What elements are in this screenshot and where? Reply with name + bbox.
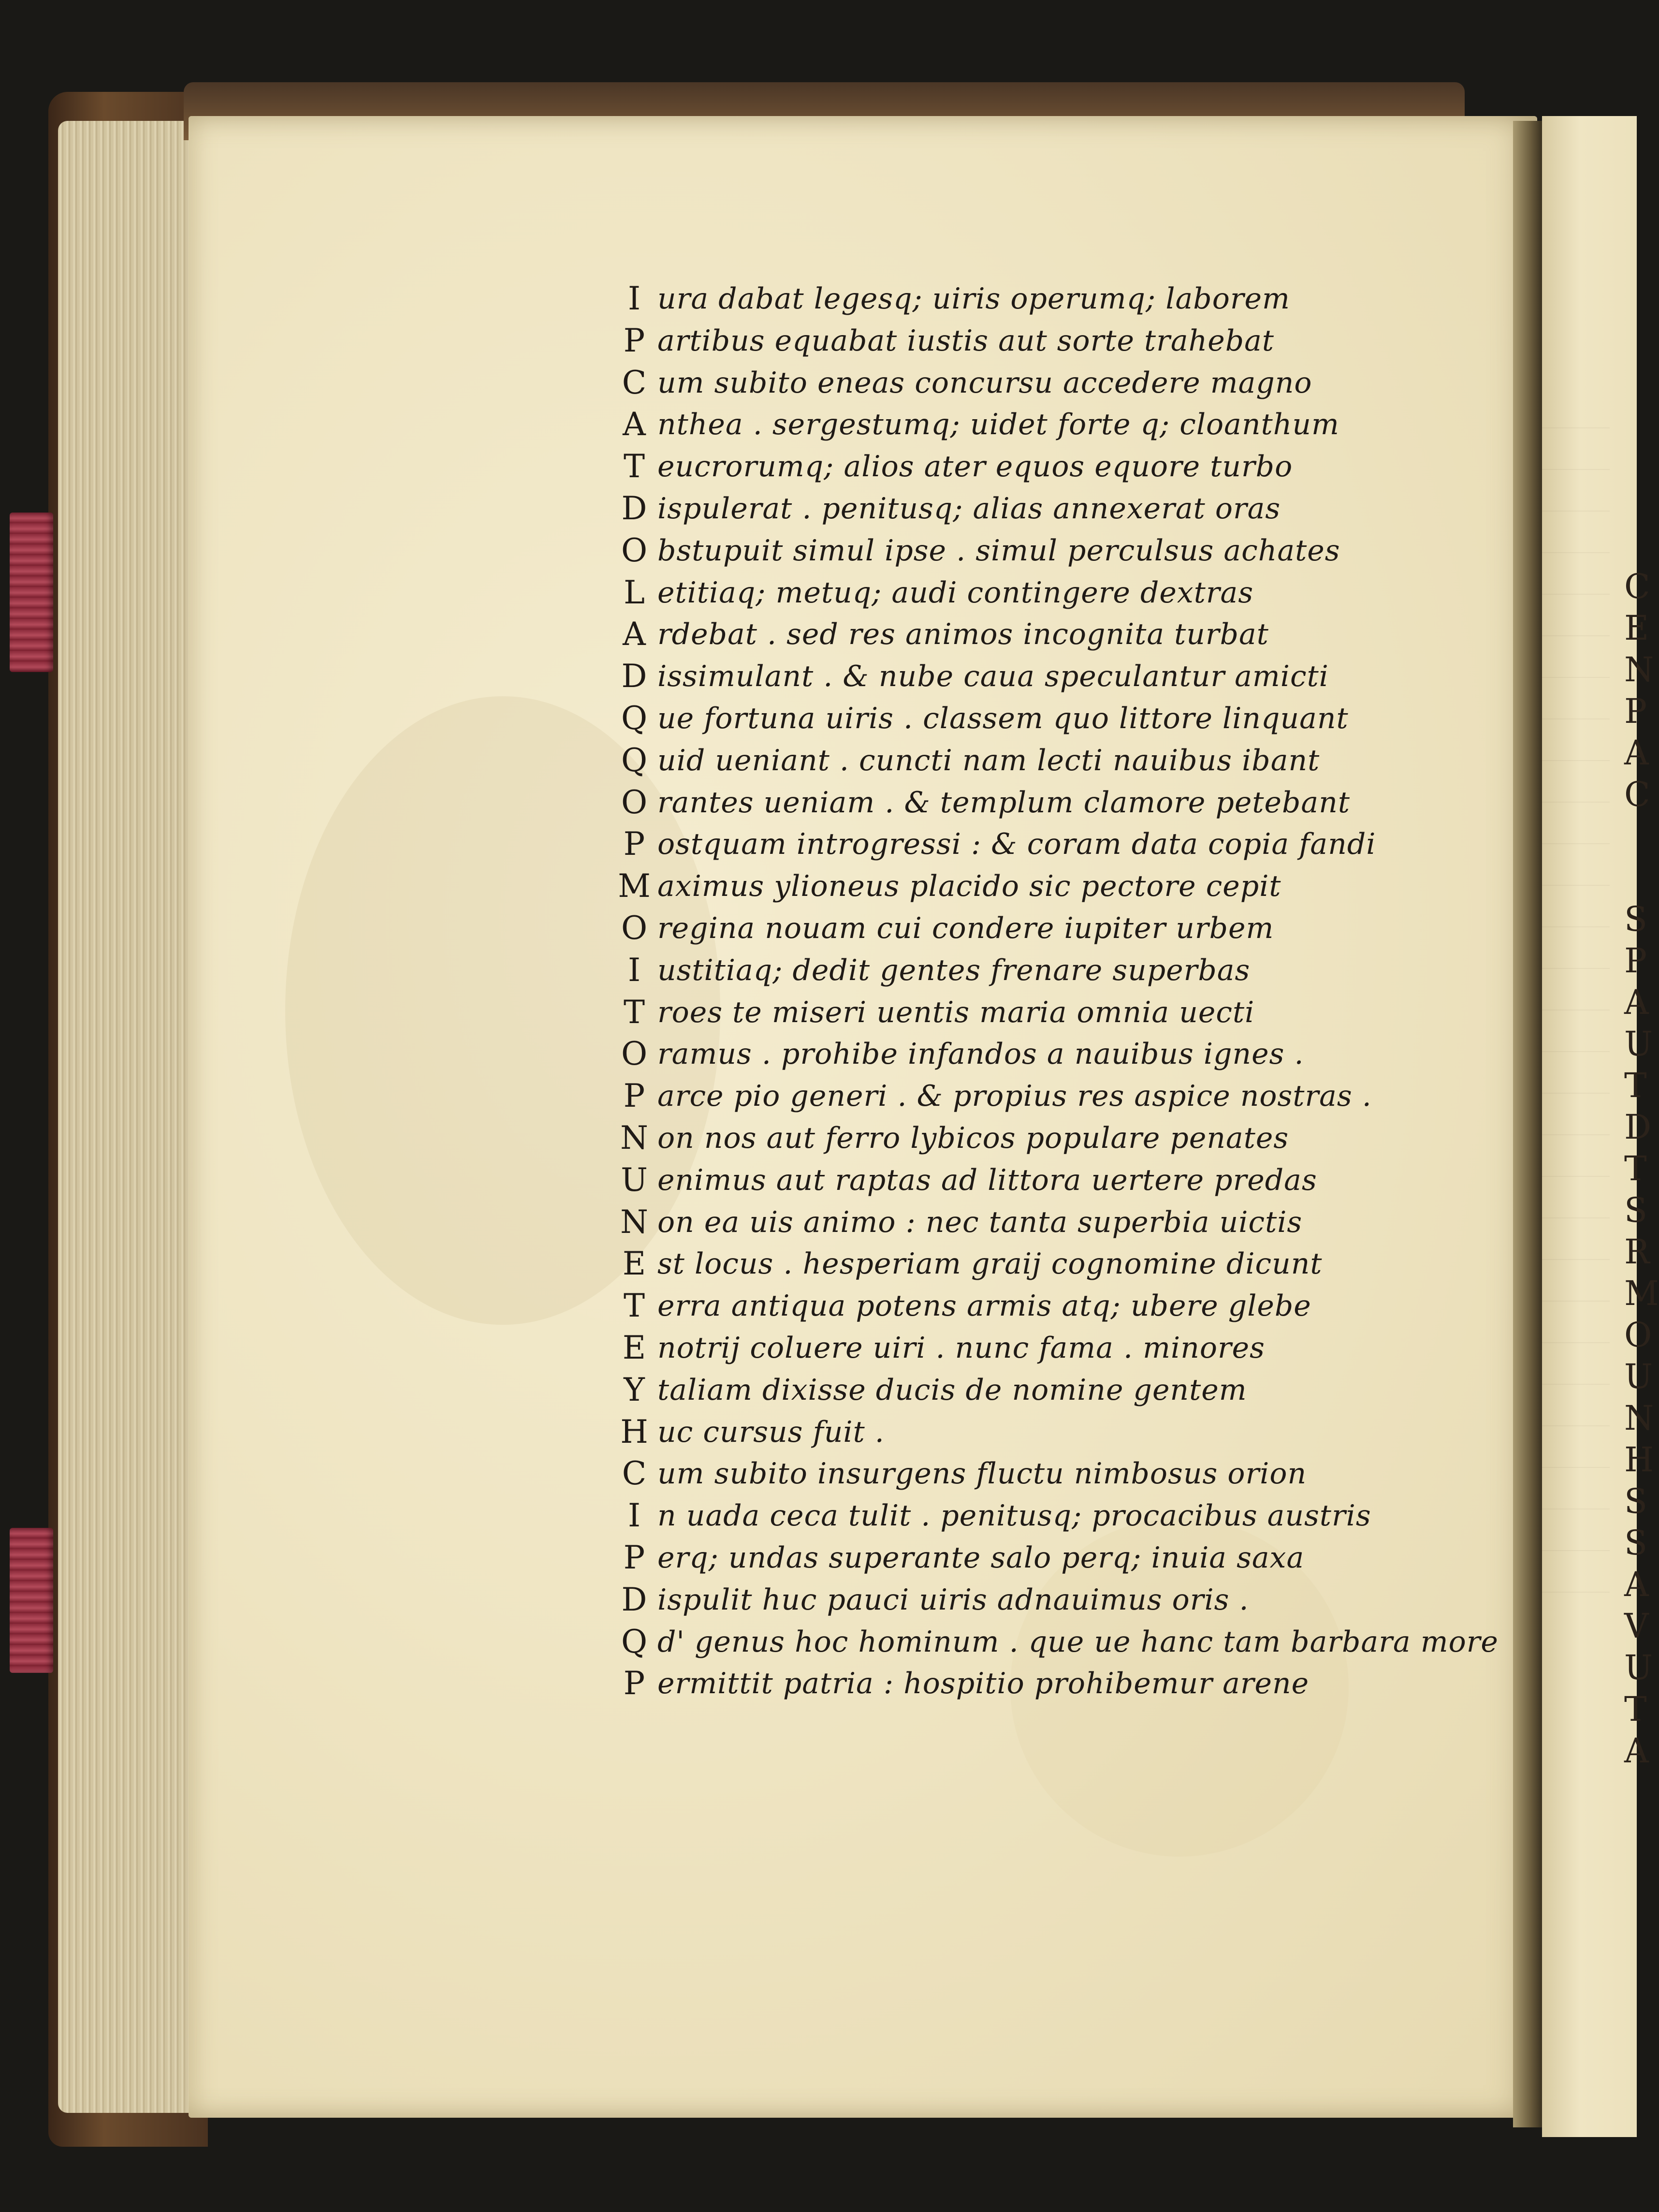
verse-initial: N (620, 1203, 649, 1241)
verse-line (611, 740, 1462, 782)
verse-initial: P (623, 1077, 646, 1115)
verse-initial: I (627, 951, 641, 989)
verse-line (611, 1453, 1462, 1495)
clasp-strap-top (10, 513, 53, 672)
verse-line (611, 1621, 1499, 1663)
verse-line (611, 530, 1462, 572)
verse-line (611, 1327, 1462, 1369)
verse-text: nthea . sergestumq; uidet forte q; cloanthum (657, 408, 1339, 442)
verse-line (611, 698, 1462, 740)
verse-text: on nos aut ferro lybicos populare penates (657, 1121, 1289, 1155)
verse-text: on ea uis animo : nec tanta superbia uictis (657, 1205, 1303, 1239)
verse-line (611, 404, 1462, 446)
verse-initial: P (623, 1538, 646, 1576)
verse-line (611, 1537, 1462, 1579)
verse-text: ramus . prohibe infandos a nauibus ignes . (657, 1037, 1304, 1071)
verse-line (611, 278, 1462, 320)
book-gutter (1513, 121, 1542, 2127)
verse-text: uid ueniant . cuncti nam lecti nauibus ibant (657, 743, 1320, 777)
verse-line (611, 1159, 1462, 1201)
verse-initial: N (620, 1119, 649, 1157)
verse-text: eucrorumq; alios ater equos equore turbo (657, 450, 1293, 484)
verse-line (611, 1285, 1462, 1327)
verse-initial: I (627, 1497, 641, 1535)
verse-line (611, 782, 1462, 824)
verse-initial: D (621, 658, 648, 695)
verse-line (611, 1117, 1462, 1159)
verse-line (611, 320, 1462, 362)
verse-line (611, 614, 1462, 656)
verse-text: artibus equabat iustis aut sorte trahebat (657, 323, 1275, 358)
verse-line (611, 446, 1462, 488)
verse-line (611, 656, 1462, 698)
verse-text: ispulit huc pauci uiris adnauimus oris . (657, 1582, 1249, 1617)
verse-line (611, 865, 1462, 908)
verse-initial: A (623, 615, 646, 653)
verse-initial: T (623, 448, 646, 485)
verse-line (611, 1033, 1462, 1075)
verse-text: enimus aut raptas ad littora uertere predas (657, 1163, 1317, 1197)
verse-line (611, 1579, 1462, 1621)
verse-text: ostquam introgressi : & coram data copia fandi (657, 827, 1376, 862)
verse-line (611, 572, 1462, 614)
verse-line (611, 1369, 1462, 1411)
facing-page-ruling (1542, 387, 1610, 1596)
verse-initial: D (621, 1581, 648, 1618)
verse-line (611, 1243, 1462, 1285)
verse-initial: P (623, 1665, 646, 1702)
verse-initial: Y (624, 1371, 645, 1408)
verse-text: etitiaq; metuq; audi contingere dextras (657, 575, 1254, 610)
verse-text: d' genus hoc hominum . que ue hanc tam barbara more (657, 1625, 1499, 1659)
verse-initial: E (622, 1245, 647, 1283)
verse-text-block (611, 278, 1499, 1705)
verse-initial: H (620, 1413, 649, 1450)
verse-line (611, 1075, 1462, 1117)
verse-initial: Q (621, 699, 648, 737)
verse-initial: O (621, 1035, 648, 1073)
verse-initial: O (621, 783, 648, 821)
verse-line (611, 1495, 1462, 1537)
verse-initial: O (621, 909, 648, 947)
verse-text: n uada ceca tulit . penitusq; procacibus austris (657, 1499, 1371, 1533)
verse-line (611, 362, 1462, 404)
verse-text: ue fortuna uiris . classem quo littore linquant (657, 701, 1349, 735)
verse-text: aximus ylioneus placido sic pectore cepit (657, 869, 1281, 904)
verse-text: roes te miseri uentis maria omnia uecti (657, 995, 1255, 1029)
verse-text: um subito eneas concursu accedere magno (657, 366, 1312, 400)
verse-initial: C (622, 1455, 647, 1493)
verse-initial: L (624, 573, 645, 611)
verse-text: um subito insurgens fluctu nimbosus orion (657, 1457, 1307, 1491)
facing-page (1542, 116, 1659, 2137)
verse-initial: T (623, 993, 646, 1031)
page-edges-stack (58, 121, 203, 2113)
verse-text: arce pio generi . & propius res aspice nostras . (657, 1079, 1372, 1113)
verse-initial: A (623, 406, 646, 443)
verse-text: uc cursus fuit . (657, 1415, 885, 1449)
verse-text: taliam dixisse ducis de nomine gentem (657, 1373, 1247, 1407)
verse-initial: I (627, 280, 641, 317)
verse-text: regina nouam cui condere iupiter urbem (657, 911, 1274, 945)
verse-text: issimulant . & nube caua speculantur amicti (657, 659, 1329, 694)
verse-line (611, 488, 1462, 530)
verse-text: ispulerat . penitusq; alias annexerat oras (657, 491, 1281, 526)
verse-text: st locus . hesperiam graij cognomine dicunt (657, 1247, 1323, 1281)
verse-initial: P (623, 322, 646, 359)
verse-initial: C (622, 364, 647, 401)
verse-line (611, 908, 1462, 950)
verse-text: notrij coluere uiri . nunc fama . minores (657, 1331, 1265, 1365)
verse-text: bstupuit simul ipse . simul perculsus achates (657, 533, 1340, 568)
verse-text: erq; undas superante salo perq; inuia saxa (657, 1540, 1305, 1575)
verse-initial: O (621, 531, 648, 569)
verse-text: rdebat . sed res animos incognita turbat (657, 617, 1269, 652)
clasp-strap-bottom (10, 1528, 53, 1673)
verse-initial: E (622, 1329, 647, 1366)
facing-page-margin-letters: C E N P A C S P A U T D T S R M O U N H S S A V U T A (1624, 567, 1659, 1771)
verse-text: rantes ueniam . & templum clamore petebant (657, 785, 1350, 820)
verse-line (611, 1201, 1462, 1244)
verse-text: ura dabat legesq; uiris operumq; laborem (657, 282, 1290, 316)
verse-initial: M (618, 867, 651, 905)
verse-initial: U (621, 1161, 648, 1199)
verse-text: ermittit patria : hospitio prohibemur arene (657, 1667, 1310, 1701)
verse-line (611, 1663, 1462, 1705)
verse-initial: T (623, 1287, 646, 1325)
verse-text: ustitiaq; dedit gentes frenare superbas (657, 953, 1251, 987)
verse-initial: D (621, 489, 648, 527)
verse-line (611, 950, 1462, 992)
verse-initial: P (623, 825, 646, 863)
verse-initial: Q (621, 1623, 648, 1660)
verse-text: erra antiqua potens armis atq; ubere glebe (657, 1289, 1311, 1323)
verse-initial: Q (621, 741, 648, 779)
verse-line (611, 992, 1462, 1034)
verse-line (611, 1411, 1462, 1453)
verse-line (611, 823, 1462, 865)
